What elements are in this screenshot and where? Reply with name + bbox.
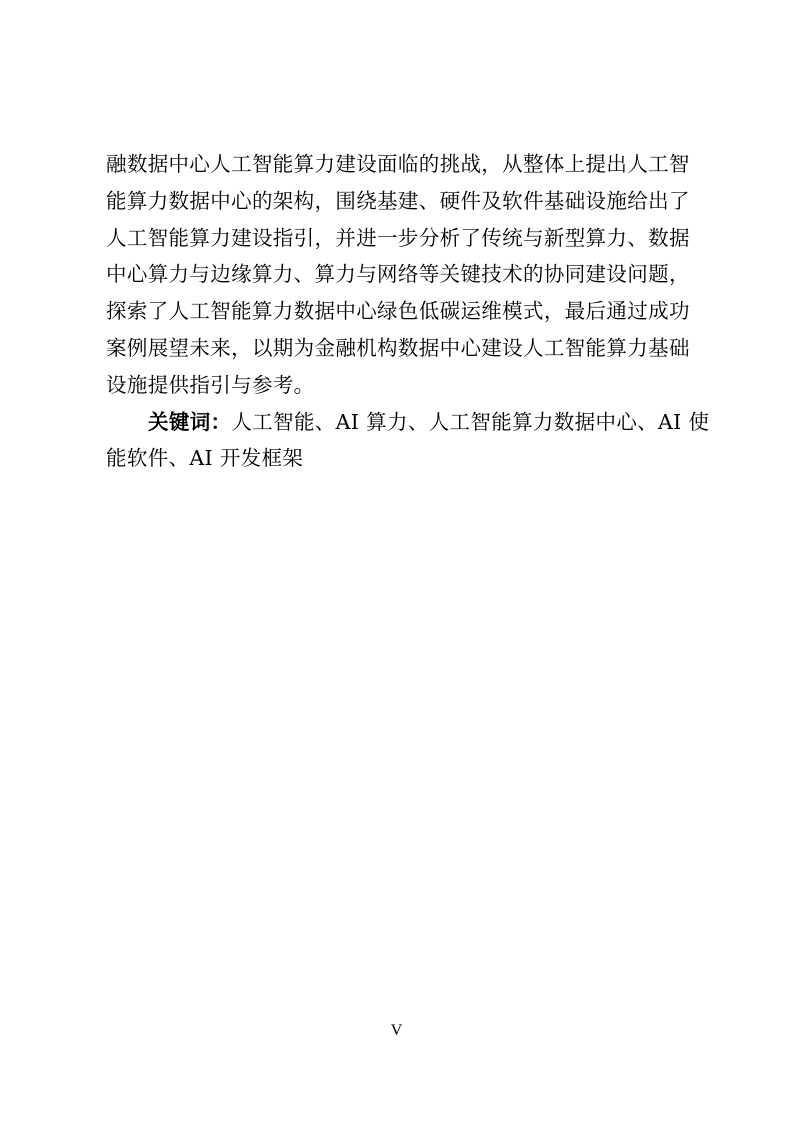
keywords-line-continued: 能软件、AI 开发框架 bbox=[106, 446, 304, 471]
abstract-line: 案例展望未来，以期为金融机构数据中心建设人工智能算力基础 bbox=[106, 335, 690, 360]
page-number: V bbox=[390, 1022, 403, 1039]
abstract-line: 人工智能算力建设指引，并进一步分析了传统与新型算力、数据 bbox=[106, 225, 690, 250]
keywords-line bbox=[106, 404, 710, 441]
abstract-body bbox=[106, 146, 710, 477]
abstract-line: 融数据中心人工智能算力建设面临的挑战，从整体上提出人工智 bbox=[106, 152, 690, 176]
abstract-line: 中心算力与边缘算力、算力与网络等关键技术的协同建设问题， bbox=[106, 262, 690, 287]
keywords-label: 关键词： bbox=[148, 409, 232, 434]
keywords-text: 人工智能、AI 算力、人工智能算力数据中心、AI 使 bbox=[231, 409, 710, 434]
abstract-line: 探索了人工智能算力数据中心绿色低碳运维模式，最后通过成功 bbox=[106, 299, 690, 324]
abstract-line: 设施提供指引与参考。 bbox=[106, 372, 315, 397]
abstract-line: 能算力数据中心的架构，围绕基建、硬件及软件基础设施给出了 bbox=[106, 188, 690, 213]
